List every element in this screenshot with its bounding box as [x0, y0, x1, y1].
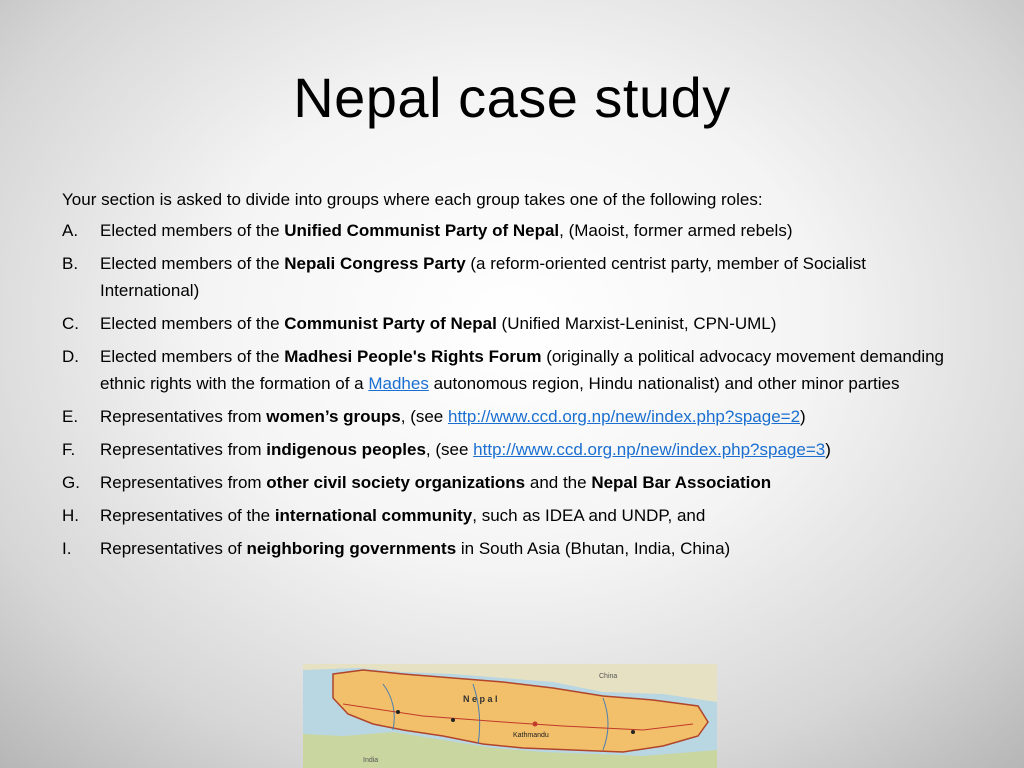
role-text: Elected members of the	[100, 254, 285, 273]
role-description: (originally a political advocacy movement demanding ethnic rights with the formation of a	[100, 347, 945, 393]
role-text: Elected members of the	[100, 221, 285, 240]
role-description: , such as IDEA and UNDP, and	[472, 506, 706, 525]
role-description: , (see	[400, 407, 448, 426]
list-marker: G.	[62, 473, 80, 492]
role-item-d	[62, 343, 967, 397]
role-text: Representatives from	[100, 473, 267, 492]
role-description: (Unified Marxist-Leninist, CPN-UML)	[496, 314, 777, 333]
role-text: Representatives of	[100, 539, 247, 558]
role-item-g	[62, 469, 967, 496]
role-text: Elected members of the	[100, 347, 285, 366]
country-label: N e p a l	[463, 694, 498, 704]
roles-list	[62, 217, 967, 562]
role-item-h	[62, 502, 967, 529]
indigenous-peoples-link[interactable]: http://www.ccd.org.np/new/index.php?spage=3	[473, 440, 826, 459]
china-label: China	[599, 673, 618, 680]
list-marker: I.	[62, 539, 72, 558]
role-item-e	[62, 403, 967, 430]
role-description-end: autonomous region, Hindu nationalist) and other minor parties	[428, 374, 900, 393]
role-text: Representatives from	[100, 440, 267, 459]
list-marker: D.	[62, 347, 79, 366]
slide-body	[62, 186, 967, 568]
city-marker	[631, 730, 635, 734]
role-name-secondary: Nepal Bar Association	[591, 473, 772, 492]
role-description: (a reform-oriented centrist party, member of Socialist International)	[100, 254, 866, 300]
role-name: other civil society organizations	[266, 473, 526, 492]
womens-groups-link[interactable]: http://www.ccd.org.np/new/index.php?spage=2	[448, 407, 801, 426]
capital-marker	[533, 722, 538, 727]
city-marker	[451, 718, 455, 722]
list-marker: C.	[62, 314, 79, 333]
role-text: Representatives of the	[100, 506, 275, 525]
role-name: indigenous peoples	[266, 440, 426, 459]
role-text: Representatives from	[100, 407, 267, 426]
role-item-i	[62, 535, 967, 562]
role-description-end: )	[800, 407, 806, 426]
role-description: and the	[525, 473, 592, 492]
role-item-c	[62, 310, 967, 337]
slide-title: Nepal case study	[293, 66, 731, 129]
role-name: Communist Party of Nepal	[284, 314, 497, 333]
intro-text: Your section is asked to divide into groups where each group takes one of the following roles:	[62, 190, 763, 209]
india-label: India	[363, 757, 379, 764]
role-item-a	[62, 217, 967, 244]
role-item-f	[62, 436, 967, 463]
role-item-b	[62, 250, 967, 304]
role-name: neighboring governments	[246, 539, 457, 558]
role-name: international community	[274, 506, 473, 525]
role-name: women’s groups	[266, 407, 401, 426]
madhes-link[interactable]: Madhes	[368, 374, 429, 393]
list-marker: A.	[62, 221, 79, 240]
list-marker: F.	[62, 440, 76, 459]
nepal-map	[303, 664, 717, 768]
role-name: Madhesi People's Rights Forum	[284, 347, 542, 366]
city-marker	[396, 710, 400, 714]
role-description: in South Asia (Bhutan, India, China)	[456, 539, 731, 558]
role-text: Elected members of the	[100, 314, 285, 333]
list-marker: E.	[62, 407, 79, 426]
role-description-end: )	[825, 440, 831, 459]
role-name: Unified Communist Party of Nepal	[284, 221, 560, 240]
role-description: , (see	[425, 440, 474, 459]
role-name: Nepali Congress Party	[284, 254, 466, 273]
list-marker: B.	[62, 254, 79, 273]
role-description: , (Maoist, former armed rebels)	[559, 221, 793, 240]
list-marker: H.	[62, 506, 79, 525]
nepal-map-image	[303, 664, 717, 768]
capital-label: Kathmandu	[513, 732, 549, 739]
